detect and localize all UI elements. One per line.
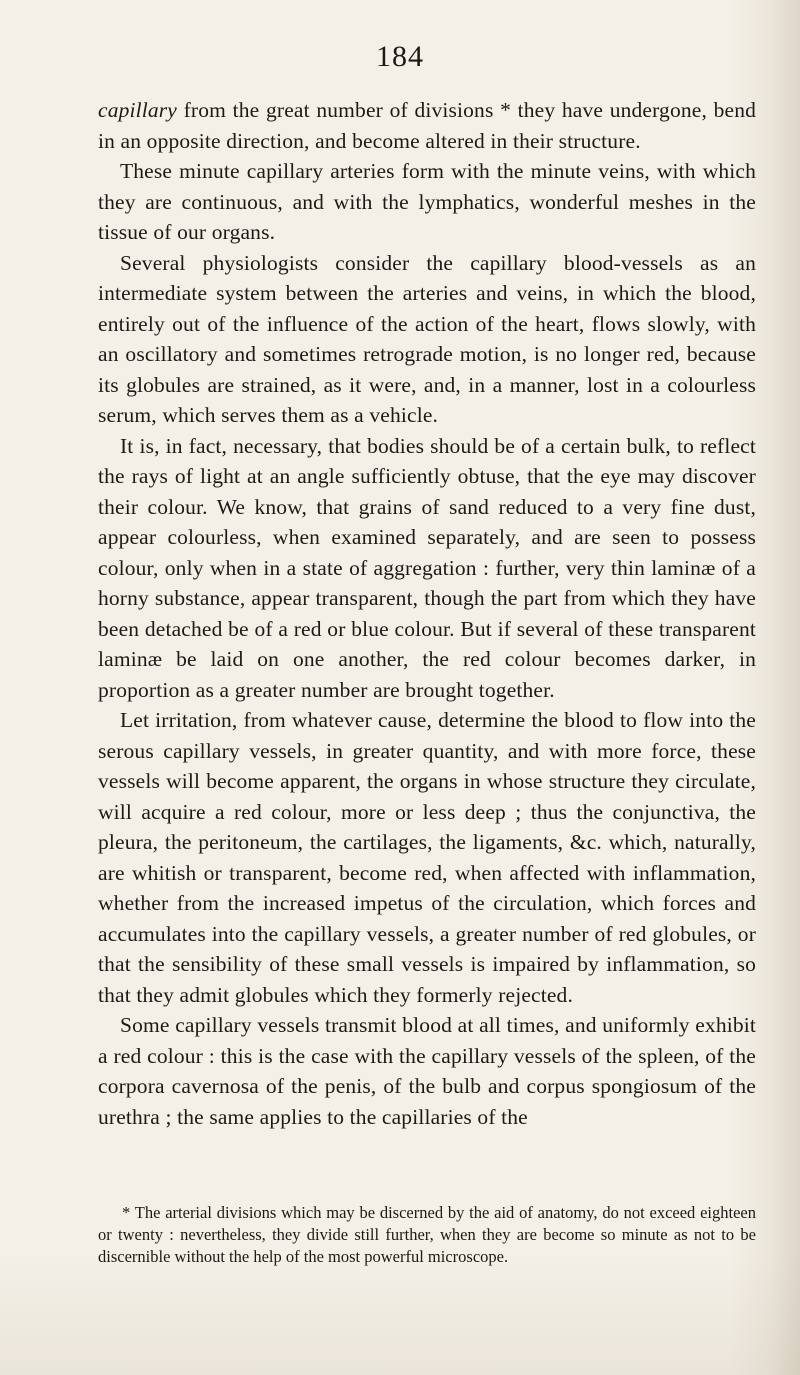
paragraph-4: It is, in fact, necessary, that bodies should be of a certain bulk, to reflect the rays of light at an angle sufficiently obtuse, that the eye may discover their colour. We know, that grains of sand reduced to a very fine dust, appear colourless, when examined separately, and are seen to possess colour, only when in a state of aggregation : further, very thin laminæ of a horny substance, appear transparent, though the part from which they have been detached be of a red or blue colour. But if several of these transparent laminæ be laid on one another, the red colour becomes darker, in proportion as a greater number are brought together. (98, 433, 756, 702)
paragraph-2: These minute capillary arteries form with the minute veins, with which they are continuous, and with the lymphatics, wonderful meshes in the tissue of our organs. (98, 159, 756, 244)
paragraph-1-text: from the great number of divisions * they have undergone, bend in an opposite direction, and become altered in their structure. (98, 98, 756, 153)
paragraph-1 (98, 95, 756, 156)
paragraph-5: Let irritation, from whatever cause, determine the blood to flow into the serous capillary vessels, in greater quantity, and with more force, these vessels will become apparent, the organs in whose structure they circulate, will acquire a red colour, more or less deep ; thus the conjunctiva, the pleura, the peritoneum, the cartilages, the ligaments, &c. which, naturally, are whitish or transparent, become red, when affected with inflammation, whether from the increased impetus of the circulation, which forces and accumulates into the capillary vessels, a greater number of red globules, or that the sensibility of these small vessels is impaired by inflammation, so that they admit globules which they formerly rejected. (98, 708, 756, 1007)
paragraph-1-lead-italic: capillary (98, 98, 177, 122)
footnote: * The arterial divisions which may be discerned by the aid of anatomy, do not exceed eighteen or twenty : nevertheless, they divide still further, when they are become so minute as not to be discernible without the help of the most powerful microscope. (98, 1203, 756, 1266)
body-text (98, 95, 756, 1132)
paragraph-6: Some capillary vessels transmit blood at all times, and uniformly exhibit a red colour : this is the case with the capillary vessels of the spleen, of the corpora cavernosa of the penis, of the bulb and corpus spongiosum of the urethra ; the same applies to the capillaries of the (98, 1013, 756, 1129)
page-number: 184 (376, 40, 424, 73)
paragraph-3: Several physiologists consider the capillary blood-vessels as an intermediate system between the arteries and veins, in which the blood, entirely out of the influence of the action of the heart, flows slowly, with an oscillatory and sometimes retrograde motion, is no longer red, because its globules are strained, as it were, and, in a manner, lost in a colourless serum, which serves them as a vehicle. (98, 250, 756, 427)
